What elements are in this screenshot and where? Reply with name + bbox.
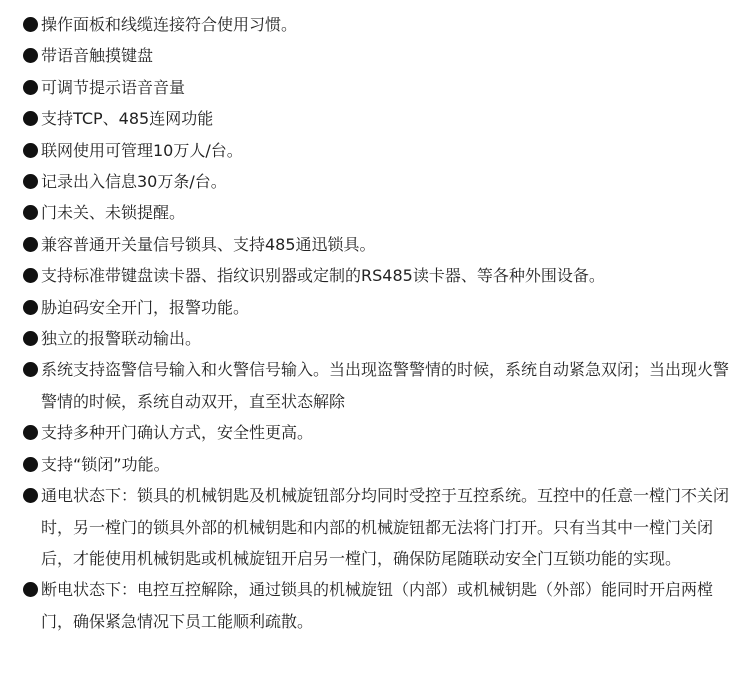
feature-text: 胁迫码安全开门，报警功能。	[41, 297, 250, 317]
feature-list	[22, 9, 734, 637]
feature-text: 断电状态下：电控互控解除，通过锁具的机械旋钮（内部）或机械钥匙（外部）能同时开启两樘门，确保紧急情况下员工能顺利疏散。	[41, 580, 714, 631]
bullet-icon	[22, 229, 41, 260]
bullet-icon	[22, 292, 41, 323]
feature-text: 记录出入信息30万条/台。	[41, 172, 227, 192]
bullet-icon	[22, 449, 41, 480]
feature-text: 系统支持盗警信号输入和火警信号输入。当出现盗警警情的时候，系统自动紧急双闭；当出现火警警情的时候，系统自动双开，直至状态解除	[41, 360, 730, 411]
bullet-icon	[22, 9, 41, 40]
list-item	[22, 197, 734, 228]
list-item	[22, 72, 734, 103]
list-item	[22, 229, 734, 260]
bullet-icon	[22, 480, 41, 511]
bullet-icon	[22, 135, 41, 166]
bullet-icon	[22, 574, 41, 605]
bullet-icon	[22, 166, 41, 197]
feature-text: 支持多种开门确认方式，安全性更高。	[41, 423, 314, 443]
list-item	[22, 103, 734, 134]
feature-text: 支持标准带键盘读卡器、指纹识别器或定制的RS485读卡器、等各种外围设备。	[41, 266, 605, 286]
bullet-icon	[22, 72, 41, 103]
bullet-icon	[22, 354, 41, 385]
list-item	[22, 323, 734, 354]
feature-text: 联网使用可管理10万人/台。	[41, 140, 243, 160]
bullet-icon	[22, 417, 41, 448]
list-item	[22, 480, 734, 574]
list-item	[22, 9, 734, 40]
bullet-icon	[22, 323, 41, 354]
list-item	[22, 135, 734, 166]
bullet-icon	[22, 103, 41, 134]
bullet-icon	[22, 260, 41, 291]
list-item	[22, 354, 734, 417]
list-item	[22, 166, 734, 197]
feature-text: 独立的报警联动输出。	[41, 329, 202, 349]
feature-text: 支持TCP、485连网功能	[41, 109, 214, 129]
bullet-icon	[22, 197, 41, 228]
list-item	[22, 40, 734, 71]
feature-text: 可调节提示语音音量	[41, 77, 186, 97]
list-item	[22, 260, 734, 291]
list-item	[22, 417, 734, 448]
list-item	[22, 449, 734, 480]
feature-text: 带语音触摸键盘	[41, 46, 154, 66]
bullet-icon	[22, 40, 41, 71]
list-item	[22, 574, 734, 637]
list-item	[22, 292, 734, 323]
feature-text: 通电状态下：锁具的机械钥匙及机械旋钮部分均同时受控于互控系统。互控中的任意一樘门不关闭时，另一樘门的锁具外部的机械钥匙和内部的机械旋钮都无法将门打开。只有当其中一樘门关闭后，才能使用机械钥匙或机械旋钮开启另一樘门，确保防尾随联动安全门互锁功能的实现。	[41, 486, 730, 568]
feature-text: 门未关、未锁提醒。	[41, 203, 186, 223]
feature-text: 兼容普通开关量信号锁具、支持485通迅锁具。	[41, 234, 376, 254]
feature-text: 支持“锁闭”功能。	[41, 454, 170, 474]
feature-text: 操作面板和线缆连接符合使用习惯。	[41, 15, 298, 34]
